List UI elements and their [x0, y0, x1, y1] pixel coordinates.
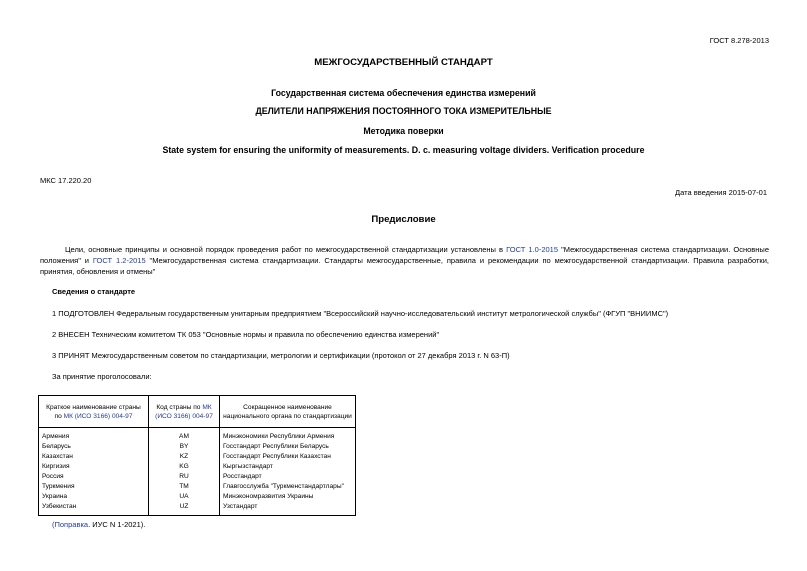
amendment-link[interactable]: Поправка: [54, 520, 89, 529]
country-cell: Армения: [39, 428, 149, 443]
table-row: [39, 482, 356, 492]
table-row: [39, 462, 356, 472]
body-cell: Кыргызстандарт: [220, 462, 356, 472]
header-standards-body: Сокращенное наименование национального органа по стандартизации: [220, 396, 356, 428]
info-item-adopted: 3 ПРИНЯТ Межгосударственным советом по стандартизации, метрологии и сертификации (протокол от 27 декабря 2013 г. N 63-П): [52, 351, 510, 360]
country-cell: Киргизия: [39, 462, 149, 472]
table-row: [39, 502, 356, 516]
body-cell: Минэкономики Республики Армения: [220, 428, 356, 443]
preface-paragraph: [40, 244, 769, 277]
gost-1-0-link[interactable]: ГОСТ 1.0-2015: [506, 245, 559, 254]
standard-info-title: Сведения о стандарте: [52, 287, 136, 296]
body-cell: Минэкономразвития Украины: [220, 492, 356, 502]
gost-1-2-link[interactable]: ГОСТ 1.2-2015: [92, 256, 146, 265]
code-cell: UZ: [149, 502, 220, 516]
preface-title: Предисловие: [371, 214, 436, 225]
country-cell: Беларусь: [39, 442, 149, 452]
document-code: ГОСТ 8.278-2013: [709, 36, 769, 45]
english-title: State system for ensuring the uniformity of measurements. D. c. measuring voltage dividers. Verification procedure: [162, 145, 645, 155]
preface-text-b: "Межгосударственная система стандартизации. Основные положения" и: [40, 245, 769, 265]
code-cell: UA: [149, 492, 220, 502]
standard-type-heading: МЕЖГОСУДАРСТВЕННЫЙ СТАНДАРТ: [314, 57, 493, 68]
mk-iso-link[interactable]: МК (ИСО 3166) 004-97: [155, 403, 213, 420]
method-title: Методика поверки: [363, 126, 444, 136]
code-cell: TM: [149, 482, 220, 492]
table-row: [39, 428, 356, 443]
code-cell: BY: [149, 442, 220, 452]
code-cell: AM: [149, 428, 220, 443]
preface-text-a: Цели, основные принципы и основной порядок проведения работ по межгосударственной стандартизации установлены в: [65, 245, 507, 254]
table-row: [39, 442, 356, 452]
body-cell: Госстандарт Республики Казахстан: [220, 452, 356, 462]
amendment-rest: . ИУС N 1-2021).: [88, 520, 146, 529]
info-item-introduced: 2 ВНЕСЕН Техническим комитетом ТК 053 "Основные нормы и правила по обеспечению единства измерений": [52, 330, 440, 339]
amendment-note: [52, 520, 145, 529]
table-header-row: [39, 396, 356, 428]
mk-iso-link[interactable]: МК (ИСО 3166) 004-97: [63, 412, 133, 420]
voted-caption: За принятие проголосовали:: [52, 372, 152, 381]
body-cell: Госстандарт Республики Беларусь: [220, 442, 356, 452]
country-cell: Узбекистан: [39, 502, 149, 516]
info-item-prepared: 1 ПОДГОТОВЛЕН Федеральным государственным унитарным предприятием "Всероссийский научно-исследовательский институт метрологической службы" (ФГУП "ВНИИМС"): [52, 309, 669, 318]
date-of-introduction: Дата введения 2015-07-01: [675, 188, 767, 197]
code-cell: KZ: [149, 452, 220, 462]
body-cell: Узстандарт: [220, 502, 356, 516]
code-cell: KG: [149, 462, 220, 472]
country-cell: Россия: [39, 472, 149, 482]
code-cell: RU: [149, 472, 220, 482]
amendment-open: (: [52, 520, 55, 529]
country-cell: Украина: [39, 492, 149, 502]
body-cell: Главгосслужба "Туркменстандартлары": [220, 482, 356, 492]
header-country-code: Код страны по МК (ИСО 3166) 004-97: [149, 396, 220, 428]
country-cell: Казахстан: [39, 452, 149, 462]
country-cell: Туркмения: [39, 482, 149, 492]
table-row: [39, 452, 356, 462]
header-country-name: Краткое наименование страны по МК (ИСО 3166) 004-97: [39, 396, 149, 428]
table-row: [39, 472, 356, 482]
preface-text-c: "Межгосударственная система стандартизации. Стандарты межгосударственные, правила и рекомендации по межгосударственной стандартизации. Правила разработки, принятия, обновления и отмены": [40, 256, 769, 276]
system-title: Государственная система обеспечения единства измерений: [271, 88, 536, 98]
voting-countries-table: [38, 395, 356, 516]
table-row: [39, 492, 356, 502]
body-cell: Росстандарт: [220, 472, 356, 482]
mks-code: МКС 17.220.20: [40, 176, 92, 185]
main-title: ДЕЛИТЕЛИ НАПРЯЖЕНИЯ ПОСТОЯННОГО ТОКА ИЗМЕРИТЕЛЬНЫЕ: [255, 106, 552, 116]
